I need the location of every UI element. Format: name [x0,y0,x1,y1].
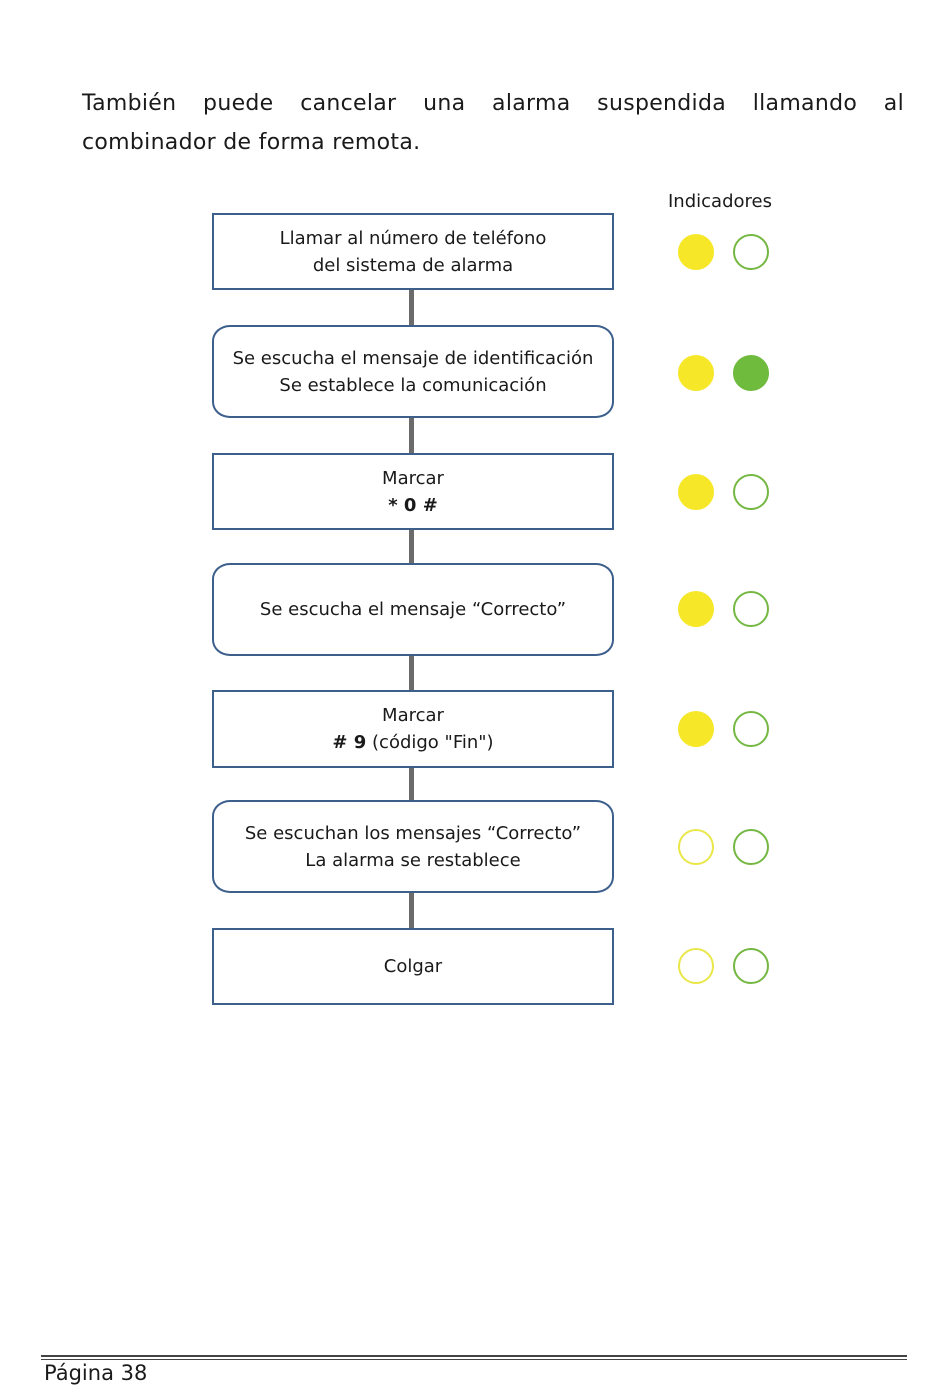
step-dial-star-0 [212,453,614,530]
step-identification-message [212,325,614,418]
yellow-indicator-on [678,355,714,391]
yellow-indicator-on [678,591,714,627]
yellow-indicator-on [678,234,714,270]
step-text-line2: La alarma se restablece [305,849,521,871]
step-text-line1: Se escuchan los mensajes “Correcto” [244,822,582,844]
step-text-line1: Se escucha el mensaje “Correcto” [259,599,567,620]
green-indicator-off [733,829,769,865]
footer-rule [41,1355,907,1357]
yellow-indicator-off [678,948,714,984]
step-text-line2: del sistema de alarma [312,254,514,276]
flow-connector [409,891,414,930]
green-indicator-off [733,474,769,510]
flow-connector [409,766,414,802]
step-dial-hash-9 [212,690,614,768]
green-indicator-off [733,234,769,270]
footer-rule-thin [41,1359,907,1360]
green-indicator-off [733,948,769,984]
step-text-line1: Marcar [382,705,444,726]
dial-code-note: (código "Fin") [366,732,494,753]
step-alarm-reset [212,800,614,893]
step-text-line1: Se escucha el mensaje de identificación [232,347,594,369]
step-text-line1: Colgar [383,956,443,977]
step-text-line1: Llamar al número de teléfono [279,227,547,249]
flow-connector [409,289,414,327]
step-hang-up [212,928,614,1005]
indicators-header: Indicadores [668,191,772,212]
step-call-number [212,213,614,290]
step-dial-code-line [332,729,493,756]
intro-paragraph: También puede cancelar una alarma suspendida llamando al combinador de forma remota. [82,91,904,155]
flow-connector [409,416,414,455]
step-text-line1: Marcar [382,467,444,489]
dial-code-bold: * 0 # [388,494,438,516]
page-number: Página 38 [44,1361,148,1385]
yellow-indicator-on [678,474,714,510]
dial-code-bold: # 9 [332,732,367,753]
green-indicator-off [733,711,769,747]
flow-connector [409,654,414,692]
flow-connector [409,528,414,565]
step-dial-code [388,492,438,519]
green-indicator-off [733,591,769,627]
step-text-line2: Se establece la comunicación [279,374,547,396]
step-correct-message [212,563,614,656]
green-indicator-on [733,355,769,391]
yellow-indicator-off [678,829,714,865]
yellow-indicator-on [678,711,714,747]
